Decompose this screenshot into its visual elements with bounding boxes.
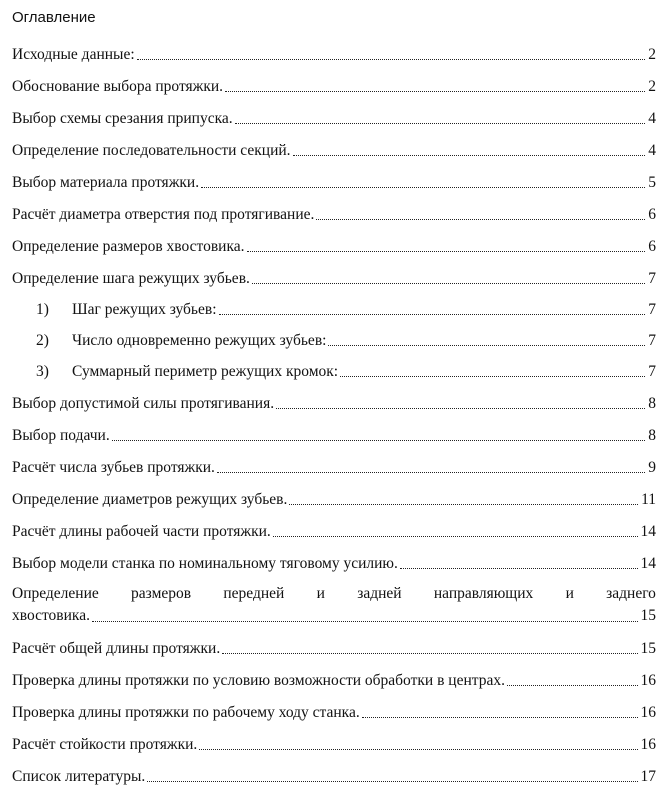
dot-leader bbox=[362, 717, 638, 718]
toc-entry-text: Выбор модели станка по номинальному тяговому усилию. bbox=[12, 555, 398, 572]
toc-entry-teeth-diameters[interactable] bbox=[12, 478, 656, 510]
toc-entry-page: 16 bbox=[640, 736, 656, 753]
toc-entry-word: и bbox=[316, 585, 325, 602]
dot-leader bbox=[199, 749, 637, 750]
toc-entry-page: 7 bbox=[648, 332, 656, 349]
toc-entry-word: и bbox=[565, 585, 574, 602]
table-of-contents bbox=[12, 33, 656, 787]
dot-leader bbox=[289, 504, 638, 505]
toc-entry-text: Обоснование выбора протяжки. bbox=[12, 78, 224, 95]
toc-entry-page: 2 bbox=[648, 78, 656, 95]
toc-entry-page: 7 bbox=[648, 363, 656, 380]
dot-leader bbox=[276, 408, 645, 409]
toc-entry-text: Проверка длины протяжки по рабочему ходу станка. bbox=[12, 704, 360, 721]
toc-entry-shank-dimensions[interactable] bbox=[12, 225, 656, 257]
toc-entry-page: 9 bbox=[648, 459, 656, 476]
dot-leader bbox=[137, 59, 646, 60]
toc-entry-word: направляющих bbox=[433, 585, 534, 602]
toc-entry-page: 4 bbox=[648, 110, 656, 127]
toc-entry-tool-life[interactable] bbox=[12, 723, 656, 755]
toc-entry-page: 7 bbox=[648, 301, 656, 318]
toc-entry-page: 5 bbox=[648, 174, 656, 191]
toc-entry-page: 16 bbox=[640, 672, 656, 689]
dot-leader bbox=[328, 345, 645, 346]
toc-entry-word: передней bbox=[223, 585, 285, 602]
toc-entry-text: Расчёт стойкости протяжки. bbox=[12, 736, 198, 753]
toc-entry-word: заднего bbox=[606, 585, 656, 602]
toc-entry-tool-choice-rationale[interactable] bbox=[12, 65, 656, 97]
toc-entry-page: 15 bbox=[640, 607, 656, 624]
toc-entry-word: размеров bbox=[131, 585, 192, 602]
dot-leader bbox=[252, 283, 645, 284]
toc-entry-text: Определение диаметров режущих зубьев. bbox=[12, 491, 288, 508]
toc-entry-page: 17 bbox=[640, 768, 656, 785]
toc-entry-text: Число одновременно режущих зубьев: bbox=[72, 332, 327, 349]
toc-entry-text: Выбор материала протяжки. bbox=[12, 174, 200, 191]
toc-entry-word: Определение bbox=[12, 585, 99, 602]
toc-subentry-simultaneous-teeth[interactable] bbox=[12, 320, 656, 351]
toc-entry-stroke-check[interactable] bbox=[12, 691, 656, 723]
dot-leader bbox=[112, 440, 646, 441]
toc-entry-text: Определение размеров хвостовика. bbox=[12, 238, 245, 255]
toc-entry-page: 8 bbox=[648, 395, 656, 412]
toc-entry-feed-choice[interactable] bbox=[12, 414, 656, 446]
toc-entry-machine-model[interactable] bbox=[12, 542, 656, 574]
toc-entry-page: 11 bbox=[641, 491, 656, 508]
toc-entry-text: Проверка длины протяжки по условию возможности обработки в центрах. bbox=[12, 672, 505, 689]
toc-entry-centers-check[interactable] bbox=[12, 659, 656, 691]
dot-leader bbox=[507, 685, 638, 686]
toc-entry-total-length[interactable] bbox=[12, 627, 656, 659]
toc-entry-word: задней bbox=[357, 585, 402, 602]
dot-leader bbox=[235, 123, 646, 124]
toc-entry-text: Выбор схемы срезания припуска. bbox=[12, 110, 233, 127]
toc-entry-text: Расчёт длины рабочей части протяжки. bbox=[12, 523, 271, 540]
toc-heading: Оглавление bbox=[12, 9, 96, 26]
toc-entry-text: Расчёт общей длины протяжки. bbox=[12, 640, 221, 657]
toc-entry-page: 7 bbox=[648, 270, 656, 287]
toc-entry-number: 2) bbox=[36, 332, 49, 349]
toc-entry-source-data[interactable] bbox=[12, 33, 656, 65]
toc-entry-page: 14 bbox=[640, 555, 656, 572]
toc-entry-page: 16 bbox=[640, 704, 656, 721]
dot-leader bbox=[217, 472, 645, 473]
toc-entry-text: Определение шага режущих зубьев. bbox=[12, 270, 250, 287]
toc-entry-section-sequence[interactable] bbox=[12, 129, 656, 161]
toc-entry-page: 8 bbox=[648, 427, 656, 444]
toc-entry-text: Суммарный периметр режущих кромок: bbox=[72, 363, 339, 380]
dot-leader bbox=[219, 314, 646, 315]
toc-entry-second-line bbox=[12, 605, 656, 627]
toc-entry-page: 14 bbox=[640, 523, 656, 540]
dot-leader bbox=[147, 781, 637, 782]
toc-entry-text: Определение последовательности секций. bbox=[12, 142, 291, 159]
toc-entry-allowance-scheme[interactable] bbox=[12, 97, 656, 129]
toc-entry-text: Выбор подачи. bbox=[12, 427, 110, 444]
toc-entry-guide-dimensions[interactable] bbox=[12, 574, 656, 627]
dot-leader bbox=[273, 536, 638, 537]
toc-entry-tooth-pitch[interactable] bbox=[12, 257, 656, 289]
toc-entry-text: Список литературы. bbox=[12, 768, 146, 785]
toc-entry-hole-diameter[interactable] bbox=[12, 193, 656, 225]
dot-leader bbox=[201, 187, 645, 188]
dot-leader bbox=[247, 251, 646, 252]
toc-entry-teeth-count[interactable] bbox=[12, 446, 656, 478]
toc-entry-page: 6 bbox=[648, 238, 656, 255]
toc-entry-page: 4 bbox=[648, 142, 656, 159]
dot-leader bbox=[340, 376, 645, 377]
dot-leader bbox=[225, 91, 645, 92]
toc-entry-page: 15 bbox=[640, 640, 656, 657]
toc-entry-first-line bbox=[12, 583, 656, 605]
toc-entry-text: Шаг режущих зубьев: bbox=[72, 301, 217, 318]
toc-entry-text: Расчёт числа зубьев протяжки. bbox=[12, 459, 215, 476]
toc-entry-material-choice[interactable] bbox=[12, 161, 656, 193]
toc-entry-text: Расчёт диаметра отверстия под протягивание. bbox=[12, 206, 315, 223]
toc-entry-page: 2 bbox=[648, 46, 656, 63]
toc-subentry-pitch[interactable] bbox=[12, 289, 656, 320]
dot-leader bbox=[293, 155, 646, 156]
toc-subentry-edge-perimeter[interactable] bbox=[12, 351, 656, 382]
toc-entry-text: Выбор допустимой силы протягивания. bbox=[12, 395, 275, 412]
toc-entry-number: 1) bbox=[36, 301, 49, 318]
toc-entry-working-length[interactable] bbox=[12, 510, 656, 542]
toc-entry-broaching-force[interactable] bbox=[12, 382, 656, 414]
toc-entry-references[interactable] bbox=[12, 755, 656, 787]
dot-leader bbox=[222, 653, 637, 654]
toc-entry-number: 3) bbox=[36, 363, 49, 380]
toc-entry-page: 6 bbox=[648, 206, 656, 223]
document-page bbox=[12, 8, 656, 787]
dot-leader bbox=[400, 568, 638, 569]
toc-entry-text: Исходные данные: bbox=[12, 46, 135, 63]
toc-entry-text: хвостовика. bbox=[12, 607, 90, 624]
dot-leader bbox=[92, 621, 638, 622]
dot-leader bbox=[316, 219, 645, 220]
